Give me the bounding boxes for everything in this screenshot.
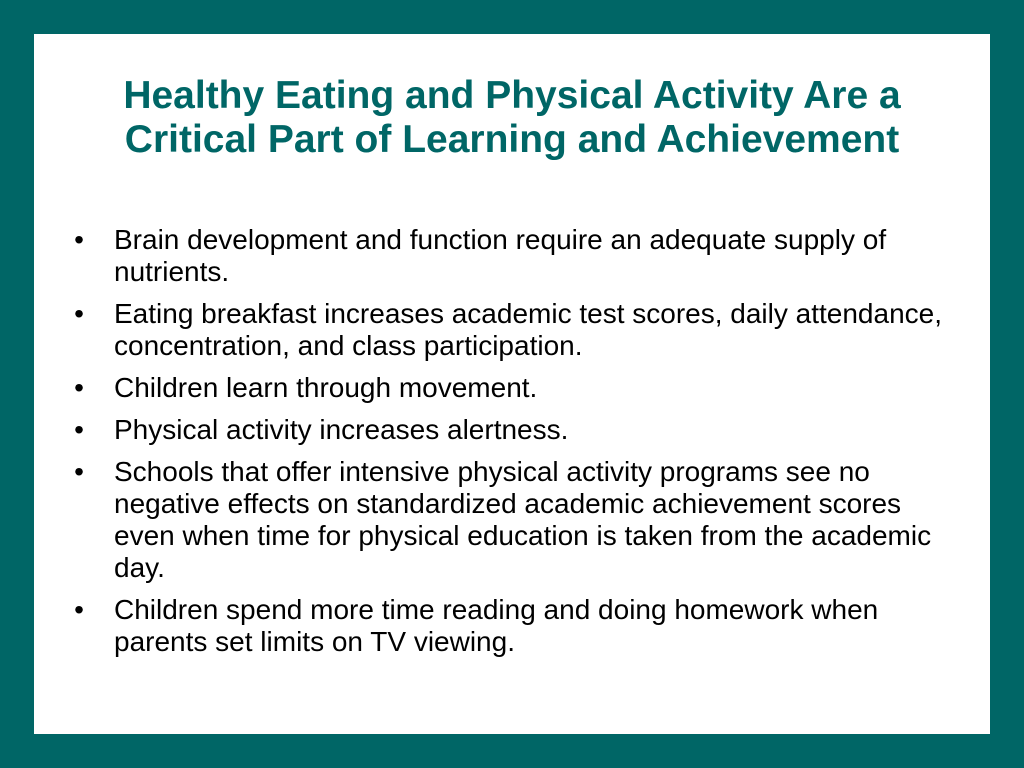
bullet-text: Schools that offer intensive physical activity programs see no negative effects on standardized academic achievement scores even when time for physical education is taken from the academic day. [114,456,932,583]
slide-title [34,74,990,162]
bullet-text: Physical activity increases alertness. [114,414,569,445]
bullet-icon: • [74,414,84,445]
bullet-icon: • [74,372,84,403]
bullet-list [74,224,964,668]
bullet-item-tv-limits [74,594,964,658]
content-panel [34,34,990,734]
bullet-text: Eating breakfast increases academic test scores, daily attendance, concentration, and class participation. [114,298,942,361]
bullet-item-breakfast [74,298,964,362]
slide-title-line-2: Critical Part of Learning and Achievement [124,118,900,161]
bullet-icon: • [74,224,84,255]
bullet-text: Children learn through movement. [114,372,538,403]
bullet-item-schools-programs [74,456,964,584]
bullet-item-alertness [74,414,964,446]
bullet-icon: • [74,298,84,329]
bullet-text: Brain development and function require an adequate supply of nutrients. [114,224,887,287]
bullet-icon: • [74,594,84,625]
slide-title-line-1: Healthy Eating and Physical Activity Are a [123,74,901,117]
bullet-text: Children spend more time reading and doing homework when parents set limits on TV viewing. [114,594,879,657]
bullet-item-movement [74,372,964,404]
bullet-icon: • [74,456,84,487]
bullet-item-brain-development [74,224,964,288]
